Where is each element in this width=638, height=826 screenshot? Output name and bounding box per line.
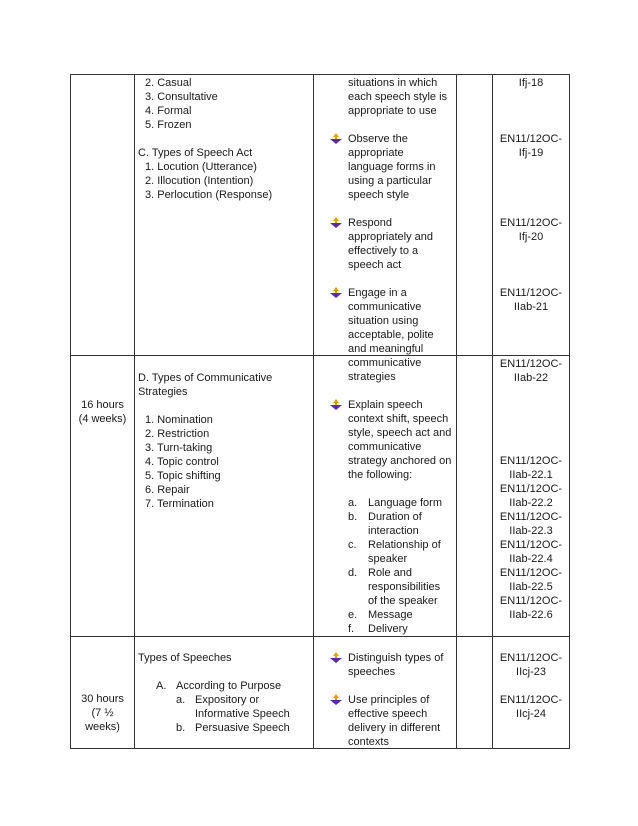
list-marker: f. — [348, 623, 355, 635]
list-item: 2. Casual — [145, 77, 192, 89]
code-iiab-22-subs — [493, 454, 569, 622]
list-marker: c. — [348, 539, 357, 551]
competency-line: contexts — [348, 736, 389, 748]
list-text-cont: interaction — [368, 525, 419, 537]
table-top-border — [70, 74, 570, 75]
code-line: EN11/12OC- — [499, 133, 563, 145]
list-text: Message — [368, 609, 413, 621]
code-ifj-19 — [493, 132, 569, 160]
list-item: 3. Consultative — [145, 91, 218, 103]
code-line: EN11/12OC- — [499, 455, 563, 467]
arrow-bullet-icon — [330, 133, 342, 145]
list-text-cont: Informative Speech — [195, 708, 290, 720]
section-heading: D. Types of Communicative — [138, 372, 273, 384]
code-line: IIab-22.6 — [509, 609, 553, 621]
code-line: EN11/12OC- — [499, 217, 563, 229]
competency-continued — [348, 76, 456, 118]
list-item: 3. Perlocution (Response) — [145, 189, 273, 201]
code-iicj-24 — [493, 693, 569, 721]
list-item: 6. Repair — [145, 484, 190, 496]
code-line: IIab-22.2 — [509, 497, 553, 509]
list-item: 5. Frozen — [145, 119, 192, 131]
col-divider-3 — [456, 74, 457, 749]
purpose-items — [176, 693, 311, 735]
competency-observe — [348, 132, 456, 202]
competency-line: appropriate — [348, 147, 404, 159]
competency-line: language forms in — [348, 161, 436, 173]
competency-line: appropriate to use — [348, 105, 437, 117]
list-text: According to Purpose — [176, 680, 282, 692]
competency-line: Observe the — [348, 133, 408, 145]
row-divider-1 — [70, 355, 570, 356]
code-line: IIab-22 — [513, 372, 549, 384]
list-item: 4. Formal — [145, 105, 192, 117]
competency-line: and meaningful — [348, 343, 424, 355]
list-item: 7. Termination — [145, 498, 214, 510]
section-heading-cont: Strategies — [138, 386, 188, 398]
competency-line: Distinguish types of — [348, 652, 444, 664]
list-text: Role and — [368, 567, 413, 579]
communicative-strategies-list — [145, 413, 310, 511]
arrow-bullet-icon — [330, 217, 342, 229]
competency-line: speech act — [348, 259, 402, 271]
competency-line: Use principles of — [348, 694, 430, 706]
competency-line: Explain speech — [348, 399, 423, 411]
list-text: Relationship of — [368, 539, 441, 551]
col-divider-1 — [134, 74, 135, 749]
competency-respond — [348, 216, 456, 272]
competency-line: Respond — [348, 217, 393, 229]
arrow-bullet-icon — [330, 287, 342, 299]
list-marker: a. — [176, 694, 186, 706]
code-line: IIab-22.1 — [509, 469, 553, 481]
list-marker: b. — [348, 511, 358, 523]
code-line: IIcj-24 — [516, 708, 546, 720]
list-item: 1. Locution (Utterance) — [145, 161, 257, 173]
list-marker: A. — [156, 680, 167, 692]
code-line: IIab-22.3 — [509, 525, 553, 537]
duration-row2 — [71, 398, 134, 426]
competency-distinguish — [348, 651, 456, 679]
list-text-cont: of the speaker — [368, 595, 438, 607]
competency-line: context shift, speech — [348, 413, 449, 425]
col-border-right — [569, 74, 570, 749]
list-text-cont: speaker — [368, 553, 408, 565]
list-item: 2. Restriction — [145, 428, 210, 440]
competency-line: speech style — [348, 189, 410, 201]
code-line: IIcj-23 — [516, 666, 546, 678]
list-item: 3. Turn-taking — [145, 442, 213, 454]
list-text: Persuasive Speech — [195, 722, 290, 734]
competency-line: Engage in a — [348, 287, 407, 299]
col-divider-4 — [492, 74, 493, 749]
code-iicj-23 — [493, 651, 569, 679]
list-text: Language form — [368, 497, 442, 509]
list-text: Delivery — [368, 623, 408, 635]
section-heading: Types of Speeches — [138, 652, 232, 664]
competency-line: delivery in different — [348, 722, 441, 734]
speech-act-section — [138, 146, 310, 202]
code-line: IIab-22.5 — [509, 581, 553, 593]
communicative-strategies-section — [138, 371, 310, 399]
code-line: EN11/12OC- — [499, 483, 563, 495]
code-line: IIab-21 — [513, 301, 549, 313]
competency-line: strategies — [348, 371, 396, 383]
competency-line: the following: — [348, 469, 413, 481]
list-marker: b. — [176, 722, 186, 734]
list-marker: d. — [348, 567, 358, 579]
duration-weeks: (4 weeks) — [78, 413, 127, 425]
explain-sub-list — [348, 496, 456, 636]
competency-line: communicative — [348, 357, 422, 369]
competency-line: strategy anchored on — [348, 455, 452, 467]
competency-line: effective speech — [348, 708, 428, 720]
row-divider-2 — [70, 636, 570, 637]
list-item: 5. Topic shifting — [145, 470, 221, 482]
list-item: 1. Nomination — [145, 414, 213, 426]
types-of-speeches-heading — [138, 651, 310, 665]
list-item: 2. Illocution (Intention) — [145, 175, 254, 187]
list-text-cont: responsibilities — [368, 581, 441, 593]
competency-line: communicative — [348, 441, 422, 453]
duration-hours: 16 hours — [81, 399, 124, 411]
code-line: EN11/12OC- — [499, 511, 563, 523]
code-line: IIab-22.4 — [509, 553, 553, 565]
competency-line: style, speech act and — [348, 427, 452, 439]
code-line: Ifj-19 — [518, 147, 544, 159]
col-divider-2 — [313, 74, 314, 749]
list-text: Duration of — [368, 511, 422, 523]
code-line: Ifj-20 — [518, 231, 544, 243]
arrow-bullet-icon — [330, 694, 342, 706]
competency-line: using a particular — [348, 175, 432, 187]
duration-row3 — [71, 692, 134, 734]
code-line: EN11/12OC- — [499, 595, 563, 607]
code-line: EN11/12OC- — [499, 358, 563, 370]
code-line: EN11/12OC- — [499, 287, 563, 299]
list-marker: e. — [348, 609, 358, 621]
competency-line: situations in which — [348, 77, 438, 89]
competency-use-principles — [348, 693, 456, 749]
arrow-bullet-icon — [330, 399, 342, 411]
competency-engage — [348, 286, 456, 384]
code-line: EN11/12OC- — [499, 694, 563, 706]
code-line: EN11/12OC- — [499, 652, 563, 664]
section-heading: C. Types of Speech Act — [138, 147, 253, 159]
according-to-purpose — [156, 679, 311, 693]
competency-line: each speech style is — [348, 91, 448, 103]
competency-line: effectively to a — [348, 245, 419, 257]
table-bottom-border — [70, 748, 570, 749]
code-ifj-18 — [493, 76, 569, 90]
duration-weeks-part1: (7 ½ — [91, 707, 114, 719]
competency-line: communicative — [348, 301, 422, 313]
competency-line: appropriately and — [348, 231, 434, 243]
duration-hours: 30 hours — [81, 693, 124, 705]
list-item: 4. Topic control — [145, 456, 219, 468]
code-line: EN11/12OC- — [499, 539, 563, 551]
code-ifj-20 — [493, 216, 569, 244]
competency-explain — [348, 398, 456, 482]
competency-line: acceptable, polite — [348, 329, 434, 341]
list-marker: a. — [348, 497, 358, 509]
code-line: Ifj-18 — [518, 77, 544, 89]
code-line: EN11/12OC- — [499, 567, 563, 579]
code-iiab-22 — [493, 357, 569, 385]
arrow-bullet-icon — [330, 652, 342, 664]
competency-line: speeches — [348, 666, 396, 678]
speech-styles-list — [145, 76, 310, 132]
list-text: Expository or — [195, 694, 260, 706]
duration-weeks-part2: weeks) — [85, 721, 120, 733]
competency-line: situation using — [348, 315, 419, 327]
code-iiab-21 — [493, 286, 569, 314]
